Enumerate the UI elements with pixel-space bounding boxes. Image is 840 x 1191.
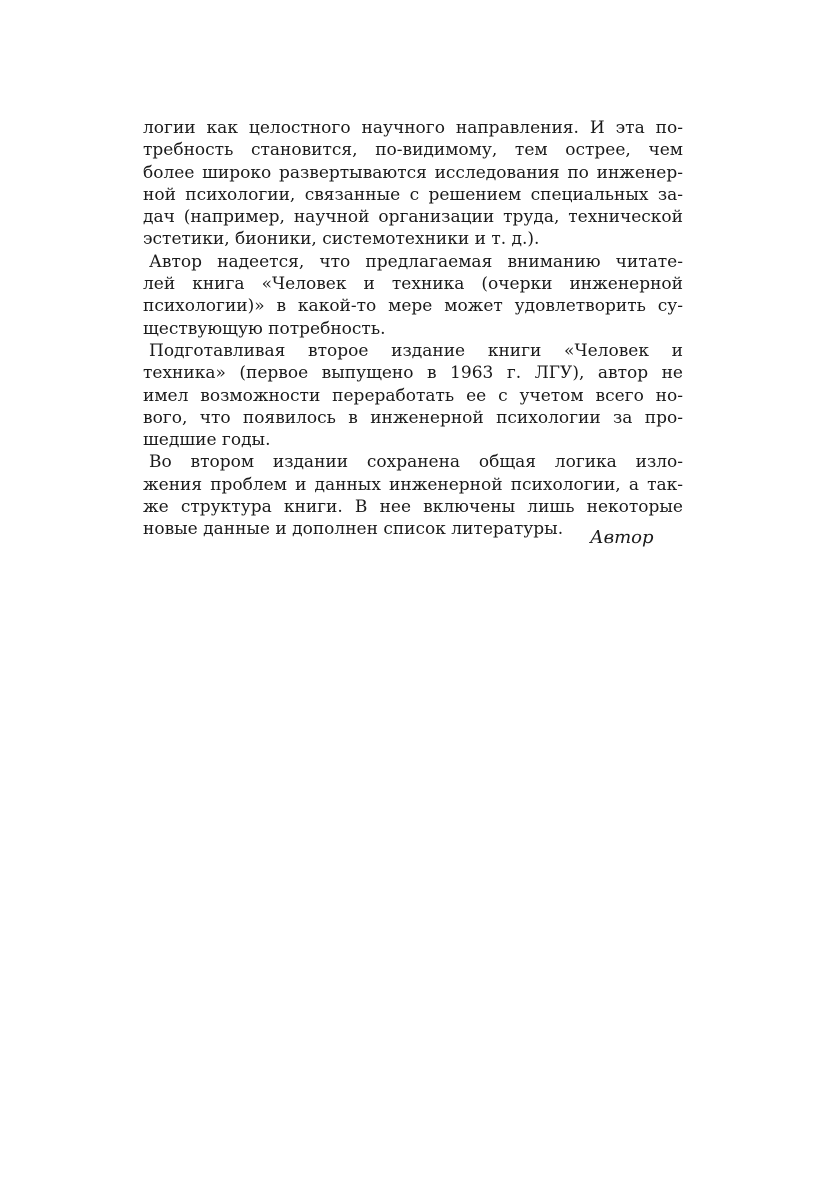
- text-line: же структура книги. В нее включены лишь некоторые: [143, 497, 683, 518]
- text-line: дач (например, научной организации труда, технической: [143, 207, 683, 228]
- text-line: ществующую потребность.: [143, 318, 386, 339]
- text-line: психологии)» в какой-то мере может удовлетворить су-: [143, 296, 683, 317]
- text-line: вого, что появилось в инженерной психологии за про-: [143, 407, 683, 428]
- text-line: техника» (первое выпущено в 1963 г. ЛГУ), автор не: [143, 363, 683, 384]
- text-line: ной психологии, связанные с решением специальных за-: [143, 184, 683, 205]
- text-line: требность становится, по-видимому, тем острее, чем: [143, 140, 683, 161]
- text-line: Автор надеется, что предлагаемая вниманию читате-: [149, 251, 683, 272]
- paragraph-1: [143, 117, 683, 251]
- author-signature: Автор: [590, 527, 654, 548]
- paragraph-2: [143, 251, 683, 340]
- text-line-wrap: [143, 451, 683, 473]
- text-line: имел возможности переработать ее с учетом всего но-: [143, 385, 683, 406]
- text-line: лей книга «Человек и техника (очерки инженерной: [143, 274, 683, 295]
- text-line-wrap: [143, 340, 683, 362]
- text-line: новые данные и дополнен список литературы.: [143, 519, 564, 540]
- text-line-wrap: [143, 251, 683, 273]
- text-line: Во втором издании сохранена общая логика изло-: [149, 452, 683, 473]
- text-line: шедшие годы.: [143, 430, 271, 451]
- text-line: жения проблем и данных инженерной психологии, а так-: [143, 474, 683, 495]
- body-text: [143, 117, 683, 541]
- paragraph-3: [143, 340, 683, 451]
- text-line: Подготавливая второе издание книги «Человек и: [149, 340, 683, 361]
- text-line: логии как целостного научного направления. И эта по-: [143, 118, 683, 138]
- text-line: более широко развертываются исследования по инженер-: [143, 162, 683, 183]
- text-line: эстетики, бионики, системотехники и т. д.).: [143, 229, 540, 250]
